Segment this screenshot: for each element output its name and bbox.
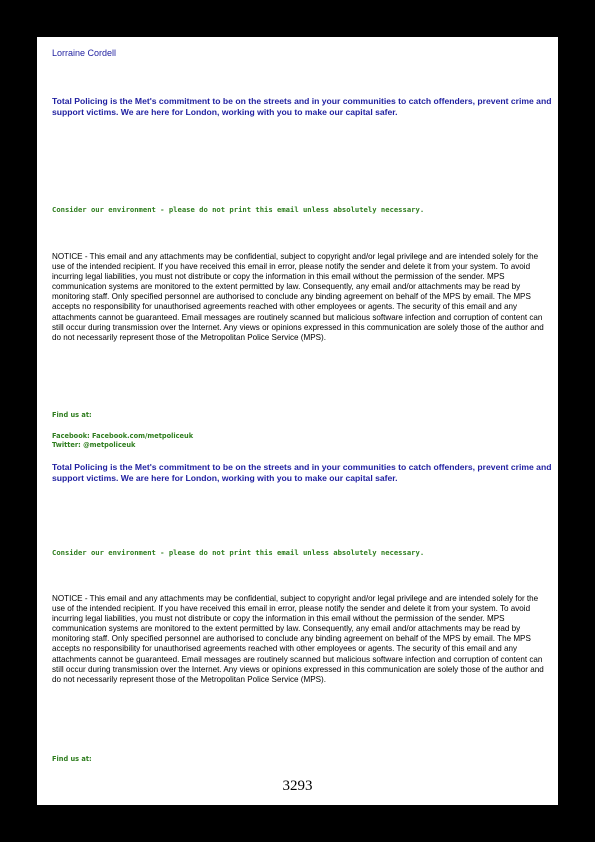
policing-slogan: Total Policing is the Met's commitment to be on the streets and in your communities to catch offenders, prevent crime and support victims. We are here for London, working with you to make our capital safer. [52,96,552,117]
policing-slogan: Total Policing is the Met's commitment to be on the streets and in your communities to catch offenders, prevent crime and support victims. We are here for London, working with you to make our capital safer. [52,462,552,483]
find-us-label: Find us at: [52,755,92,763]
page-number: 3293 [282,778,313,794]
legal-notice: NOTICE - This email and any attachments may be confidential, subject to copyright and/or legal privilege and are intended solely for the use of the intended recipient. If you have received this email in error, please notify the sender and delete it from your system. To avoid incurring legal liabilities, you must not distribute or copy the information in this email without the permission of the sender. MPS communication systems are monitored to the extent permitted by law. Consequently, any email and/or attachments may be read by monitoring staff. Only specified personnel are authorised to conclude any binding agreement on behalf of the MPS by email. The MPS accepts no responsibility for unauthorised agreements reached with other employees or agents. The security of this email and any attachments cannot be guaranteed. Email messages are routinely scanned but malicious software infection and corruption of content can still occur during transmission over the Internet. Any views or opinions expressed in this communication are solely those of the author and do not necessarily represent those of the Metropolitan Police Service (MPS). [52,594,544,684]
twitter-link: Twitter: @metpoliceuk [52,441,136,449]
legal-notice: NOTICE - This email and any attachments may be confidential, subject to copyright and/or legal privilege and are intended solely for the use of the intended recipient. If you have received this email in error, please notify the sender and delete it from your system. To avoid incurring legal liabilities, you must not distribute or copy the information in this email without the permission of the sender. MPS communication systems are monitored to the extent permitted by law. Consequently, any email and/or attachments may be read by monitoring staff. Only specified personnel are authorised to conclude any binding agreement on behalf of the MPS by email. The MPS accepts no responsibility for unauthorised agreements reached with other employees or agents. The security of this email and any attachments cannot be guaranteed. Email messages are routinely scanned but malicious software infection and corruption of content can still occur during transmission over the Internet. Any views or opinions expressed in this communication are solely those of the author and do not necessarily represent those of the Metropolitan Police Service (MPS). [52,252,544,342]
sender-name: Lorraine Cordell [52,48,117,58]
environment-notice: Consider our environment - please do not print this email unless absolutely necessary. [52,205,425,214]
facebook-link: Facebook: Facebook.com/metpoliceuk [52,432,194,440]
find-us-label: Find us at: [52,411,92,419]
environment-notice: Consider our environment - please do not print this email unless absolutely necessary. [52,548,425,557]
document-page [37,37,558,805]
